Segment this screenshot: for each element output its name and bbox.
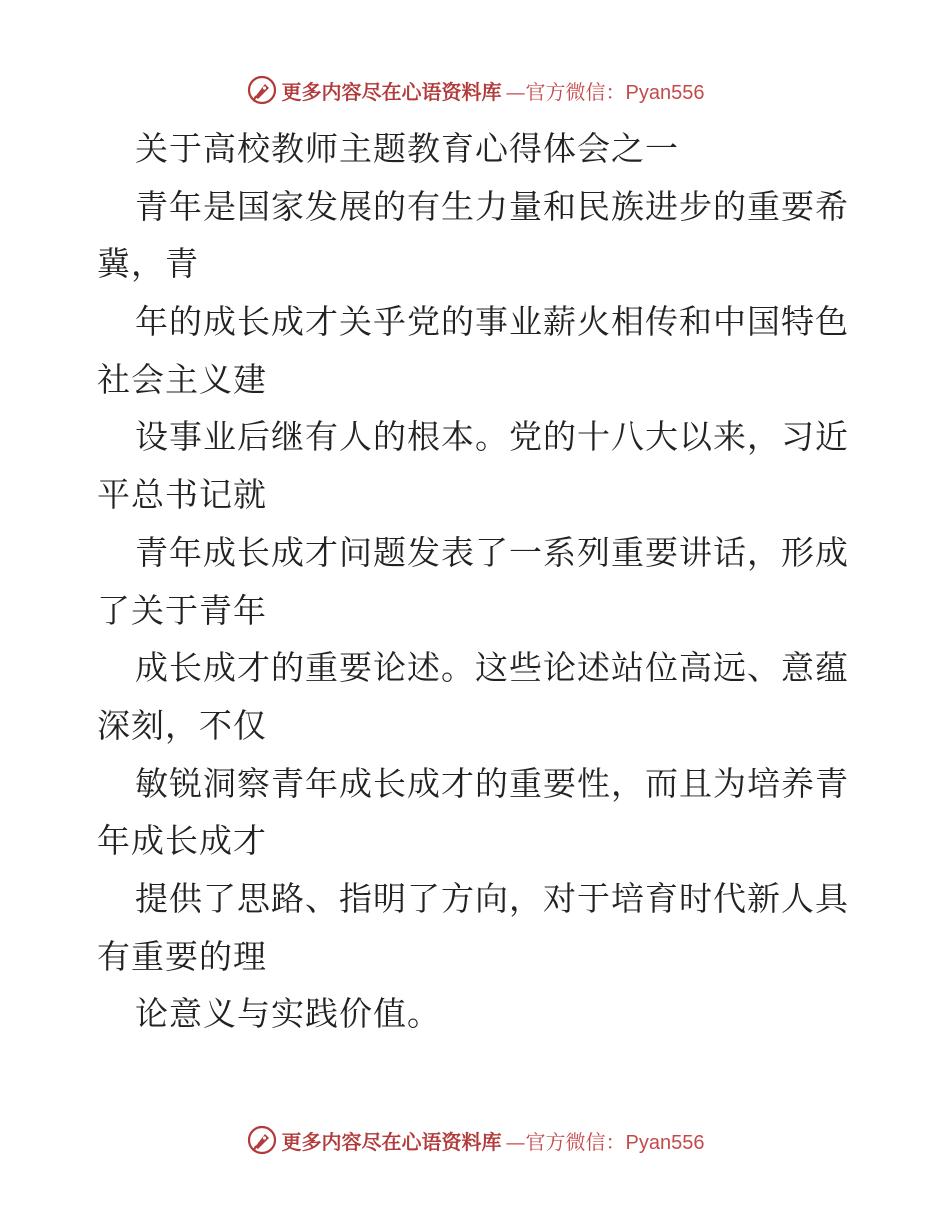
contact-prefix: —官方微信：	[505, 1129, 626, 1154]
paragraph-line: 论意义与实践价值。	[135, 994, 441, 1034]
paragraph-line: 社会主义建	[97, 359, 267, 399]
paragraph-line: 青年成长成才问题发表了一系列重要讲话，形成	[135, 532, 849, 572]
contact-prefix: —官方微信：	[505, 79, 626, 104]
footer-watermark	[0, 1120, 950, 1160]
paragraph-line: 冀，青	[97, 244, 199, 284]
fountain-pen-nib-icon	[246, 1124, 278, 1156]
paragraph-line: 年的成长成才关乎党的事业薪火相传和中国特色	[135, 302, 849, 342]
document-title: 关于高校教师主题教育心得体会之一	[135, 129, 679, 168]
contact-id: Pyan556	[625, 1131, 705, 1154]
paragraph-line: 提供了思路、指明了方向，对于培育时代新人具	[135, 878, 849, 918]
brand-name: 更多内容尽在心语资料库	[281, 79, 502, 104]
contact-id: Pyan556	[625, 81, 705, 104]
fountain-pen-nib-icon	[246, 74, 278, 106]
paragraph-line: 有重要的理	[97, 936, 267, 976]
paragraph-line: 了关于青年	[97, 590, 267, 630]
paragraph-line: 平总书记就	[97, 475, 267, 515]
paragraph-line: 年成长成才	[97, 821, 267, 861]
header-watermark	[0, 70, 950, 110]
contact-label	[506, 76, 705, 105]
paragraph-line: 设事业后继有人的根本。党的十八大以来，习近	[135, 417, 849, 457]
paragraph-line: 敏锐洞察青年成长成才的重要性，而且为培养青	[135, 763, 849, 803]
contact-label	[506, 1126, 705, 1155]
paragraph-line: 成长成才的重要论述。这些论述站位高远、意蕴	[135, 648, 849, 688]
brand-name: 更多内容尽在心语资料库	[281, 1129, 502, 1154]
paragraph-line: 青年是国家发展的有生力量和民族进步的重要希	[135, 186, 849, 226]
paragraph-line: 深刻，不仅	[97, 705, 267, 745]
document-body	[97, 120, 857, 1043]
